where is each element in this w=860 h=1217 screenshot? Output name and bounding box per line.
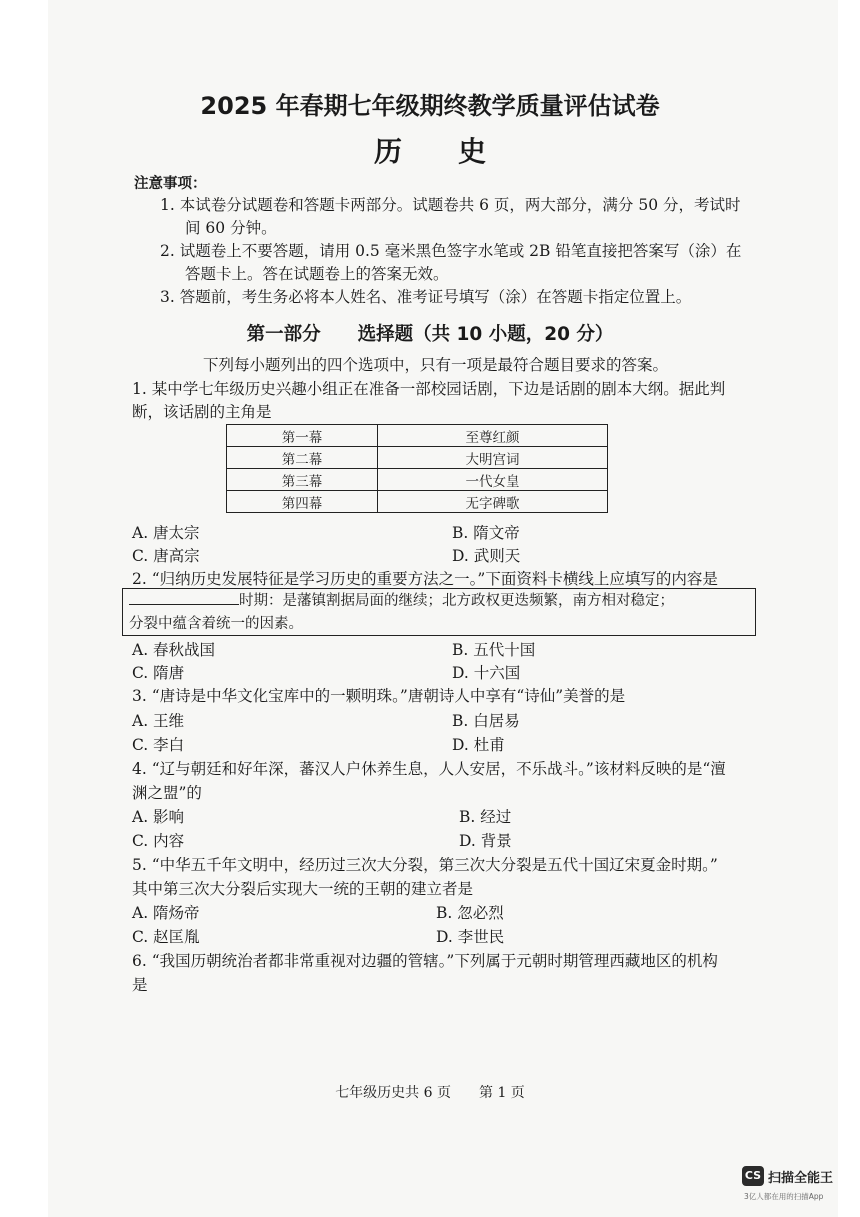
subject-title: 历 史 xyxy=(373,135,486,168)
script-outline-table xyxy=(226,424,608,513)
q5-stem-line1: 5. “中华五千年文明中，经历过三次大分裂，第三次大分裂是五代十国辽宋夏金时期。” xyxy=(132,856,718,874)
act-title-cell: 大明宫词 xyxy=(378,447,608,469)
fill-blank xyxy=(129,590,239,605)
part1-heading: 第一部分 选择题（共 10 小题，20 分） xyxy=(246,324,614,345)
table-row xyxy=(227,425,608,447)
q5-option-c: C. 赵匡胤 xyxy=(132,928,200,946)
q5-option-a: A. 隋炀帝 xyxy=(132,904,200,922)
card-line2: 分裂中蕴含着统一的因素。 xyxy=(129,616,303,632)
scanner-brand: 扫描全能王 xyxy=(768,1171,834,1186)
q3-stem: 3. “唐诗是中华文化宝库中的一颗明珠。”唐朝诗人中享有“诗仙”美誉的是 xyxy=(132,687,626,705)
act-cell: 第四幕 xyxy=(227,491,378,513)
table-row xyxy=(227,447,608,469)
q2-option-a: A. 春秋战国 xyxy=(132,641,216,659)
notice-item-2a: 2. 试题卷上不要答题，请用 0.5 毫米黑色签字水笔或 2B 铅笔直接把答案写（涂）在 xyxy=(160,242,742,260)
q3-option-d: D. 杜甫 xyxy=(452,736,505,754)
q1-option-a: A. 唐太宗 xyxy=(132,524,200,542)
q5-option-d: D. 李世民 xyxy=(436,928,505,946)
q1-option-d: D. 武则天 xyxy=(452,547,521,565)
q3-option-b: B. 白居易 xyxy=(452,712,520,730)
q6-stem-line1: 6. “我国历朝统治者都非常重视对边疆的管辖。”下列属于元朝时期管理西藏地区的机构 xyxy=(132,952,718,970)
q1-stem-line1: 1. 某中学七年级历史兴趣小组正在准备一部校园话剧，下边是话剧的剧本大纲。据此判 xyxy=(132,380,726,398)
q3-option-c: C. 李白 xyxy=(132,736,185,754)
q5-stem-line2: 其中第三次大分裂后实现大一统的王朝的建立者是 xyxy=(132,880,474,898)
q4-option-d: D. 背景 xyxy=(459,832,512,850)
q4-option-c: C. 内容 xyxy=(132,832,185,850)
q4-option-b: B. 经过 xyxy=(459,808,512,826)
q1-stem-line2: 断，该话剧的主角是 xyxy=(132,403,272,421)
camscanner-logo-icon: CS xyxy=(742,1166,764,1186)
q2-option-d: D. 十六国 xyxy=(452,664,521,682)
q4-option-a: A. 影响 xyxy=(132,808,185,826)
table-row xyxy=(227,469,608,491)
act-title-cell: 无字碑歌 xyxy=(378,491,608,513)
notice-item-2b: 答题卡上。答在试题卷上的答案无效。 xyxy=(185,265,449,283)
act-cell: 第三幕 xyxy=(227,469,378,491)
act-title-cell: 至尊红颜 xyxy=(378,425,608,447)
notice-heading: 注意事项： xyxy=(134,176,207,192)
notice-item-1b: 间 60 分钟。 xyxy=(185,219,277,237)
act-cell: 第二幕 xyxy=(227,447,378,469)
notice-item-1a: 1. 本试卷分试题卷和答题卡两部分。试题卷共 6 页，两大部分，满分 50 分，考试时 xyxy=(160,196,741,214)
q2-option-c: C. 隋唐 xyxy=(132,664,185,682)
q1-option-c: C. 唐高宗 xyxy=(132,547,200,565)
scanner-tagline: 3亿人都在用的扫描App xyxy=(744,1192,824,1201)
exam-title: 2025 年春期七年级期终教学质量评估试卷 xyxy=(200,92,660,120)
info-card xyxy=(122,588,756,636)
q4-stem-line2: 渊之盟”的 xyxy=(132,784,202,802)
q2-option-b: B. 五代十国 xyxy=(452,641,536,659)
table-row xyxy=(227,491,608,513)
card-line1: 时期：是藩镇割据局面的继续；北方政权更迭频繁，南方相对稳定； xyxy=(239,593,674,609)
notice-item-3: 3. 答题前，考生务必将本人姓名、准考证号填写（涂）在答题卡指定位置上。 xyxy=(160,288,692,306)
act-title-cell: 一代女皇 xyxy=(378,469,608,491)
page-footer: 七年级历史共 6 页 第 1 页 xyxy=(335,1085,525,1101)
q2-stem: 2. “归纳历史发展特征是学习历史的重要方法之一。”下面资料卡横线上应填写的内容是 xyxy=(132,570,718,588)
q6-stem-line2: 是 xyxy=(132,976,148,994)
q3-option-a: A. 王维 xyxy=(132,712,185,730)
act-cell: 第一幕 xyxy=(227,425,378,447)
part1-instruction: 下列每小题列出的四个选项中，只有一项是最符合题目要求的答案。 xyxy=(203,356,669,374)
q4-stem-line1: 4. “辽与朝廷和好年深，蕃汉人户休养生息，人人安居，不乐战斗。”该材料反映的是“澶 xyxy=(132,760,726,778)
q5-option-b: B. 忽必烈 xyxy=(436,904,504,922)
q1-option-b: B. 隋文帝 xyxy=(452,524,520,542)
